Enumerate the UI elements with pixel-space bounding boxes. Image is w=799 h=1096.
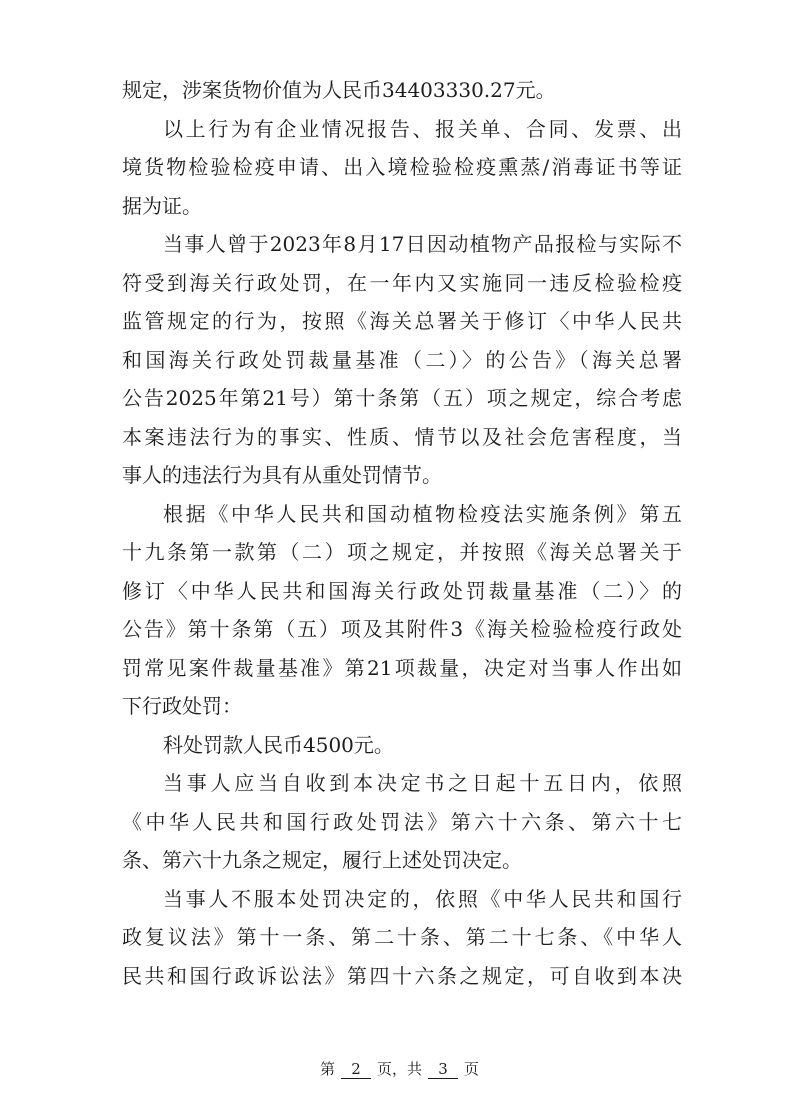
page-footer: [0, 1058, 799, 1080]
current-page-number: 2: [341, 1060, 371, 1079]
text-line: 符受到海关行政处罚，在一年内又实施同一违反检验检疫: [122, 270, 682, 295]
text-line: 根据《中华人民共和国动植物检疫法实施条例》第五: [163, 501, 682, 526]
text-line: 政复议法》第十一条、第二十条、第二十七条、《中华人: [122, 925, 682, 949]
document-body: [122, 71, 682, 995]
text-line: 《中华人民共和国行政处罚法》第六十六条、第六十七: [122, 809, 682, 834]
text-line: 当事人应当自收到本决定书之日起十五日内，依照: [163, 771, 682, 795]
text-line: 修订〈中华人民共和国海关行政处罚裁量基准（二）〉的: [122, 578, 682, 603]
text-line: 境货物检验检疫申请、出入境检验检疫熏蒸/消毒证书等证: [122, 155, 682, 179]
text-line: 当事人不服本处罚决定的，依照《中华人民共和国行: [163, 886, 682, 911]
text-line: 科处罚款人民币4500元。: [163, 732, 394, 757]
text-line: 当事人曾于2023年8月17日因动植物产品报检与实际不: [163, 232, 682, 256]
text-line: 条、第六十九条之规定，履行上述处罚决定。: [122, 848, 522, 872]
text-line: 以上行为有企业情况报告、报关单、合同、发票、出: [163, 116, 682, 141]
total-pages-number: 3: [428, 1060, 458, 1079]
text-line: 本案违法行为的事实、性质、情节以及社会危害程度，当: [122, 424, 682, 449]
text-line: 十九条第一款第（二）项之规定，并按照《海关总署关于: [122, 540, 682, 564]
text-line: 规定，涉案货物价值为人民币34403330.27元。: [122, 78, 556, 102]
text-line: 罚常见案件裁量基准》第21项裁量，决定对当事人作出如: [122, 655, 682, 680]
text-line: 公告2025年第21号）第十条第（五）项之规定，综合考虑: [122, 386, 682, 410]
text-line: 监管规定的行为，按照《海关总署关于修订〈中华人民共: [122, 309, 682, 333]
text-line: 据为证。: [122, 193, 202, 218]
page-footer-prefix: 第: [319, 1060, 335, 1078]
text-line: 下行政处罚：: [122, 694, 242, 718]
text-line: 民共和国行政诉讼法》第四十六条之规定，可自收到本决: [122, 963, 682, 988]
page-footer-suffix: 页: [464, 1060, 480, 1078]
text-line: 公告》第十条第（五）项及其附件3《海关检验检疫行政处: [122, 617, 682, 641]
text-line: 事人的违法行为具有从重处罚情节。: [122, 463, 442, 487]
page-footer-middle: 页，共: [376, 1060, 422, 1078]
text-line: 和国海关行政处罚裁量基准（二）〉的公告》（海关总署: [122, 347, 682, 372]
